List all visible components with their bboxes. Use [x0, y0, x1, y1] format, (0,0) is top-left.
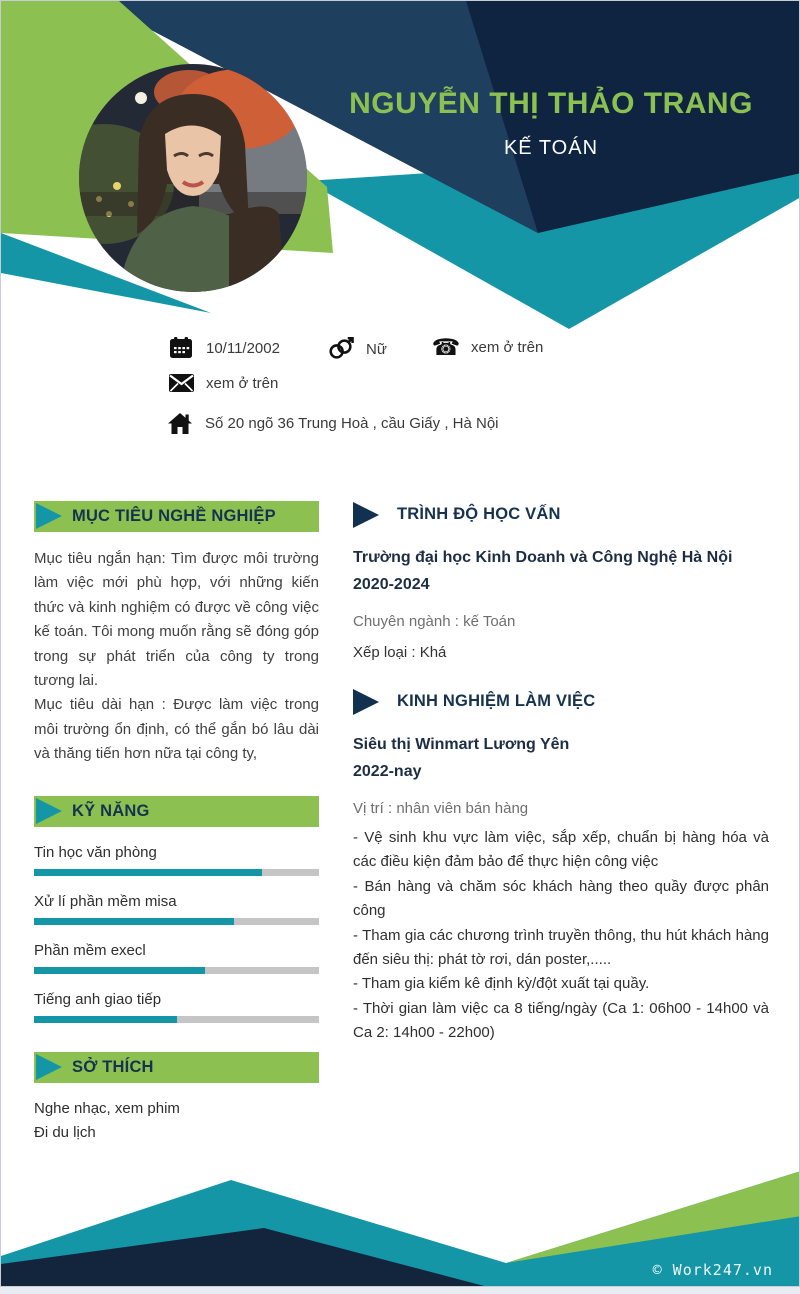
mail-icon — [168, 374, 194, 392]
skill-bar-track — [34, 869, 319, 876]
hobby-item: Đi du lịch — [34, 1124, 96, 1142]
footer-banner — [1, 1149, 800, 1287]
objective-paragraph: Mục tiêu ngắn hạn: Tìm được môi trường làm việc mới phù hợp, với những kiến thức và kinh nghiệm có được về công việc kế toán. Tôi mong muốn rằng sẽ đóng góp trong sự phát triển của công ty trong tương lai. — [34, 550, 319, 690]
duty-item: - Bán hàng và chăm sóc khách hàng theo quầy được phân công — [353, 877, 769, 920]
duty-item: - Vệ sinh khu vực làm việc, sắp xếp, chuẩn bị hàng hóa và các điều kiện đảm bảo để thực hiện công việc — [353, 829, 769, 871]
education-school: Trường đại học Kinh Doanh và Công Nghệ Hà Nội — [353, 549, 733, 566]
right-column — [353, 499, 769, 1046]
contact-phone-row — [433, 336, 543, 359]
duty-item: - Tham gia các chương trình truyền thông, thu hút khách hàng đến siêu thị: phát tờ rơi, dán poster,..... — [353, 926, 769, 969]
play-arrow-icon — [353, 502, 379, 528]
skill-bar-track — [34, 1016, 319, 1023]
contact-email-text: xem ở trên — [206, 374, 279, 392]
header-banner — [1, 1, 800, 346]
play-arrow-icon — [353, 689, 379, 715]
play-arrow-icon — [36, 798, 62, 824]
copyright-text: © Work247.vn — [652, 1261, 773, 1279]
hobby-item: Nghe nhạc, xem phim — [34, 1099, 180, 1117]
contact-email-row — [168, 374, 278, 392]
skill-label: Tin học văn phòng — [34, 843, 157, 861]
profile-photo-illustration — [79, 64, 307, 292]
skill-label: Phần mềm execl — [34, 941, 146, 959]
education-section-header — [353, 499, 769, 530]
skill-item — [34, 942, 319, 974]
objective-section-header — [34, 501, 319, 532]
education-grade: Xếp loại : Khá — [353, 644, 447, 661]
contact-phone-text: xem ở trên — [471, 339, 544, 356]
experience-duties — [353, 826, 769, 1046]
duty-item: - Tham gia kiểm kê định kỳ/đột xuất tại quầy. — [353, 975, 650, 993]
hobbies-section-title: SỞ THÍCH — [72, 1057, 154, 1076]
play-arrow-icon — [36, 503, 62, 529]
skill-bar-track — [34, 918, 319, 925]
gender-icon — [328, 337, 354, 361]
person-title: KẾ TOÁN — [503, 137, 599, 159]
skills-section-title: KỸ NĂNG — [72, 801, 150, 820]
experience-company: Siêu thị Winmart Lương Yên — [353, 736, 570, 753]
skills-list — [34, 844, 319, 1023]
play-arrow-icon — [36, 1054, 62, 1080]
skill-bar-fill — [34, 918, 234, 925]
experience-entry — [353, 731, 769, 1046]
contact-dob-text: 10/11/2002 — [206, 339, 280, 357]
contact-gender-row — [328, 337, 387, 361]
skill-bar-fill — [34, 967, 205, 974]
left-column — [34, 501, 319, 1145]
phone-icon: ☎ — [431, 334, 461, 360]
skill-label: Tiếng anh giao tiếp — [34, 990, 162, 1008]
skill-label: Xử lí phần mềm misa — [34, 892, 177, 910]
skill-bar-fill — [34, 1016, 177, 1023]
duty-item: - Thời gian làm việc ca 8 tiếng/ngày (Ca 1: 06h00 - 14h00 và Ca 2: 14h00 - 22h00) — [353, 999, 769, 1042]
experience-section-header — [353, 686, 769, 717]
contact-address-row — [167, 413, 499, 434]
hobbies-section-header — [34, 1052, 319, 1083]
experience-position: Vị trí : nhân viên bán hàng — [353, 800, 529, 817]
experience-section-title: KINH NGHIỆM LÀM VIỆC — [397, 692, 596, 710]
contact-address-text: Số 20 ngõ 36 Trung Hoà , cầu Giấy , Hà Nội — [205, 415, 499, 432]
education-major: Chuyên ngành : kế Toán — [353, 613, 516, 630]
objective-section-title: MỤC TIÊU NGHỀ NGHIỆP — [72, 507, 276, 525]
objective-text-block — [34, 547, 319, 767]
hobbies-list — [34, 1097, 319, 1146]
skill-item — [34, 991, 319, 1023]
education-years: 2020-2024 — [353, 576, 430, 593]
education-section-title: TRÌNH ĐỘ HỌC VẤN — [397, 505, 561, 523]
experience-years: 2022-nay — [353, 763, 422, 780]
contact-dob-row — [168, 337, 280, 359]
skill-bar-track — [34, 967, 319, 974]
skills-section-header — [34, 796, 319, 827]
skill-item — [34, 844, 319, 876]
calendar-icon — [168, 337, 194, 359]
skill-bar-fill — [34, 869, 262, 876]
home-icon — [167, 413, 193, 434]
skill-item — [34, 893, 319, 925]
contact-gender-text: Nữ — [366, 340, 387, 358]
education-entry — [353, 544, 769, 661]
profile-photo — [79, 64, 307, 292]
person-name: NGUYỄN THỊ THẢO TRANG — [349, 87, 753, 120]
objective-paragraph: Mục tiêu dài hạn : Được làm việc trong môi trường ổn định, có thể gắn bó lâu dài và thăng tiến hơn nữa tại công ty, — [34, 696, 319, 763]
